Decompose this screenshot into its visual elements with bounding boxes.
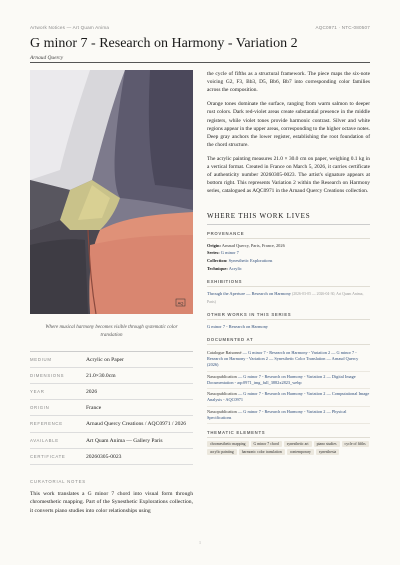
- thematic-tag[interactable]: piano studies: [314, 441, 340, 447]
- documented-source: Nassopublication: [207, 408, 237, 414]
- curatorial-notes-text: This work translates a G minor 7 chord into visual form through chromesthetic mapping. Part of the Synesthetic Explorations collection, it converts piano studies into color relationships using: [30, 490, 193, 515]
- documented-source: Nassopublication: [207, 373, 237, 379]
- documented-source: Nassopublication: [207, 391, 237, 397]
- thematic-heading: THEMATIC ELEMENTS: [207, 430, 370, 438]
- thematic-tag[interactable]: cycle of fifths: [342, 441, 369, 447]
- header-divider: [30, 62, 370, 63]
- technique-link[interactable]: Acrylic: [228, 266, 242, 272]
- metadata-row: [30, 368, 193, 384]
- metadata-row: [30, 384, 193, 400]
- reference-code: AQC0971 · NTC-080507: [315, 25, 370, 30]
- metadata-label: DIMENSIONS: [30, 373, 65, 379]
- artwork-caption: Where musical harmony becomes visible through systematic color translation: [45, 325, 178, 338]
- provenance-series: [207, 249, 370, 257]
- description-paragraph: Orange tones dominate the surface, ranging from warm salmon to deeper rust colors. Dark red-violet areas create substantial presence in the middle registers, while violet tones provide harmonic contrast. Silver and white regions appear in the upper areas, corresponding to the higher octave notes. Deep gray anchors the lower register, establishing the root foundation of the chord structure.: [207, 101, 370, 148]
- documented-entry[interactable]: [207, 389, 370, 406]
- metadata-label: CERTIFICATE: [30, 453, 66, 459]
- documented-text: — G minor 7 - Research on Harmony - Variation 2 — Computational Image Analysis - AQC0971: [207, 391, 370, 403]
- right-column: [207, 70, 370, 455]
- series-link[interactable]: G minor 7: [220, 250, 239, 256]
- where-this-work-lives-heading: WHERE THIS WORK LIVES: [207, 212, 370, 225]
- artist-name: Arnaud Quercy: [30, 55, 64, 61]
- provenance-section: [207, 231, 370, 274]
- page-title: G minor 7 - Research on Harmony - Variation 2: [30, 36, 298, 51]
- page-number: 1: [199, 540, 201, 545]
- metadata-label: ORIGIN: [30, 405, 50, 411]
- brand-label: Artwork Notices — Art Quam Anima: [30, 25, 110, 30]
- metadata-value: 21.0×30.0cm: [86, 373, 116, 380]
- metadata-value: 20260305-0023: [86, 453, 122, 460]
- documented-section: [207, 337, 370, 424]
- thematic-tag[interactable]: contemporary: [287, 449, 314, 455]
- documented-text: — G minor 7 - Research on Harmony - Variation 2 — Physical Specifications: [207, 408, 347, 420]
- other-works-heading: OTHER WORKS IN THIS SERIES: [207, 312, 370, 320]
- provenance-collection: [207, 257, 370, 265]
- documented-entry[interactable]: [207, 348, 370, 372]
- origin-key: Origin:: [207, 242, 221, 248]
- thematic-tag[interactable]: chromesthetic mapping: [207, 441, 249, 447]
- metadata-table: [30, 351, 193, 465]
- thematic-tag[interactable]: acrylic painting: [207, 449, 237, 455]
- thematic-tag[interactable]: synesthesia: [316, 449, 339, 455]
- origin-value: Arnaud Quercy, Paris, France, 2026: [221, 242, 285, 248]
- header: [30, 25, 370, 61]
- collection-key: Collection:: [207, 258, 228, 264]
- exhibitions-section: [207, 279, 370, 306]
- artwork-image: [30, 70, 193, 314]
- metadata-label: AVAILABLE: [30, 437, 59, 443]
- metadata-row: [30, 352, 193, 368]
- exhibitions-heading: EXHIBITIONS: [207, 279, 370, 287]
- exhibition-item: [207, 290, 370, 306]
- metadata-row: [30, 449, 193, 465]
- provenance-technique: [207, 265, 370, 273]
- description-paragraph: The acrylic painting measures 21.0 × 30.0 cm on paper, weighing 0.1 kg in a vertical format. Created in France on March 5, 2026, it carries certificate of authenticity number 20260305-0023. The artist's signature appears at bottom right. This represents Variation 2 within the Research on Harmony series, catalogued as AQC0971 in the Arnaud Quercy Creations collection.: [207, 155, 370, 195]
- thematic-section: [207, 430, 370, 455]
- curatorial-notes-heading: CURATORIAL NOTES: [30, 478, 86, 484]
- provenance-origin: [207, 242, 370, 250]
- thematic-tag[interactable]: harmonic color translation: [239, 449, 285, 455]
- documented-entry[interactable]: [207, 407, 370, 424]
- provenance-heading: PROVENANCE: [207, 231, 370, 239]
- metadata-value: Acrylic on Paper: [86, 357, 124, 363]
- description-paragraph: the cycle of fifths as a structural framework. The piece maps the six-note voicing G2, F3, Bb3, D5, Bb6, Bb7 into corresponding color families across the composition.: [207, 71, 370, 94]
- collection-link[interactable]: Synesthetic Explorations: [228, 258, 273, 264]
- metadata-row: [30, 416, 193, 432]
- metadata-label: MEDIUM: [30, 357, 52, 362]
- exhibition-link[interactable]: Through the Aperture — Research on Harmony: [207, 291, 291, 297]
- documented-heading: DOCUMENTED AT: [207, 337, 370, 345]
- metadata-value: 2026: [86, 389, 98, 396]
- metadata-value: Art Quam Anima — Gallery Paris: [86, 437, 163, 444]
- metadata-value: France: [86, 405, 102, 412]
- technique-key: Technique:: [207, 266, 228, 272]
- documented-text: — G minor 7 - Research on Harmony - Variation 2 — G minor 7 - Research on Harmony - Variation 2 — Synesthetic Color Translation — Arnaud Quercy (2026): [207, 349, 359, 368]
- documented-source: Catalogue Raisonné: [207, 349, 242, 355]
- metadata-row: [30, 433, 193, 449]
- thematic-tag[interactable]: G minor 7 chord: [251, 441, 282, 447]
- thematic-tag[interactable]: synesthetic art: [284, 441, 312, 447]
- series-key: Series:: [207, 250, 220, 256]
- metadata-value: Arnaud Quercy Creations / AQC0971 / 2026: [86, 421, 187, 428]
- metadata-label: YEAR: [30, 389, 45, 395]
- other-work-link[interactable]: G minor 7 - Research on Harmony: [207, 324, 268, 330]
- artist-signature: AQ: [177, 300, 184, 306]
- metadata-row: [30, 400, 193, 416]
- other-work-item: [207, 323, 370, 331]
- exhibition-dates: (2026-03-05 — 2026-04-30, Art Quam Anima, Paris): [207, 292, 364, 305]
- thematic-tags: [207, 441, 370, 455]
- documented-entry[interactable]: [207, 372, 370, 389]
- top-line: [30, 25, 370, 30]
- left-column: [30, 70, 193, 516]
- metadata-label: REFERENCE: [30, 421, 63, 427]
- other-works-section: [207, 312, 370, 331]
- documented-text: — G minor 7 - Research on Harmony - Variation 2 — Digital Image Documentation - aqc0971_img_full_3882x2823_webp: [207, 373, 356, 385]
